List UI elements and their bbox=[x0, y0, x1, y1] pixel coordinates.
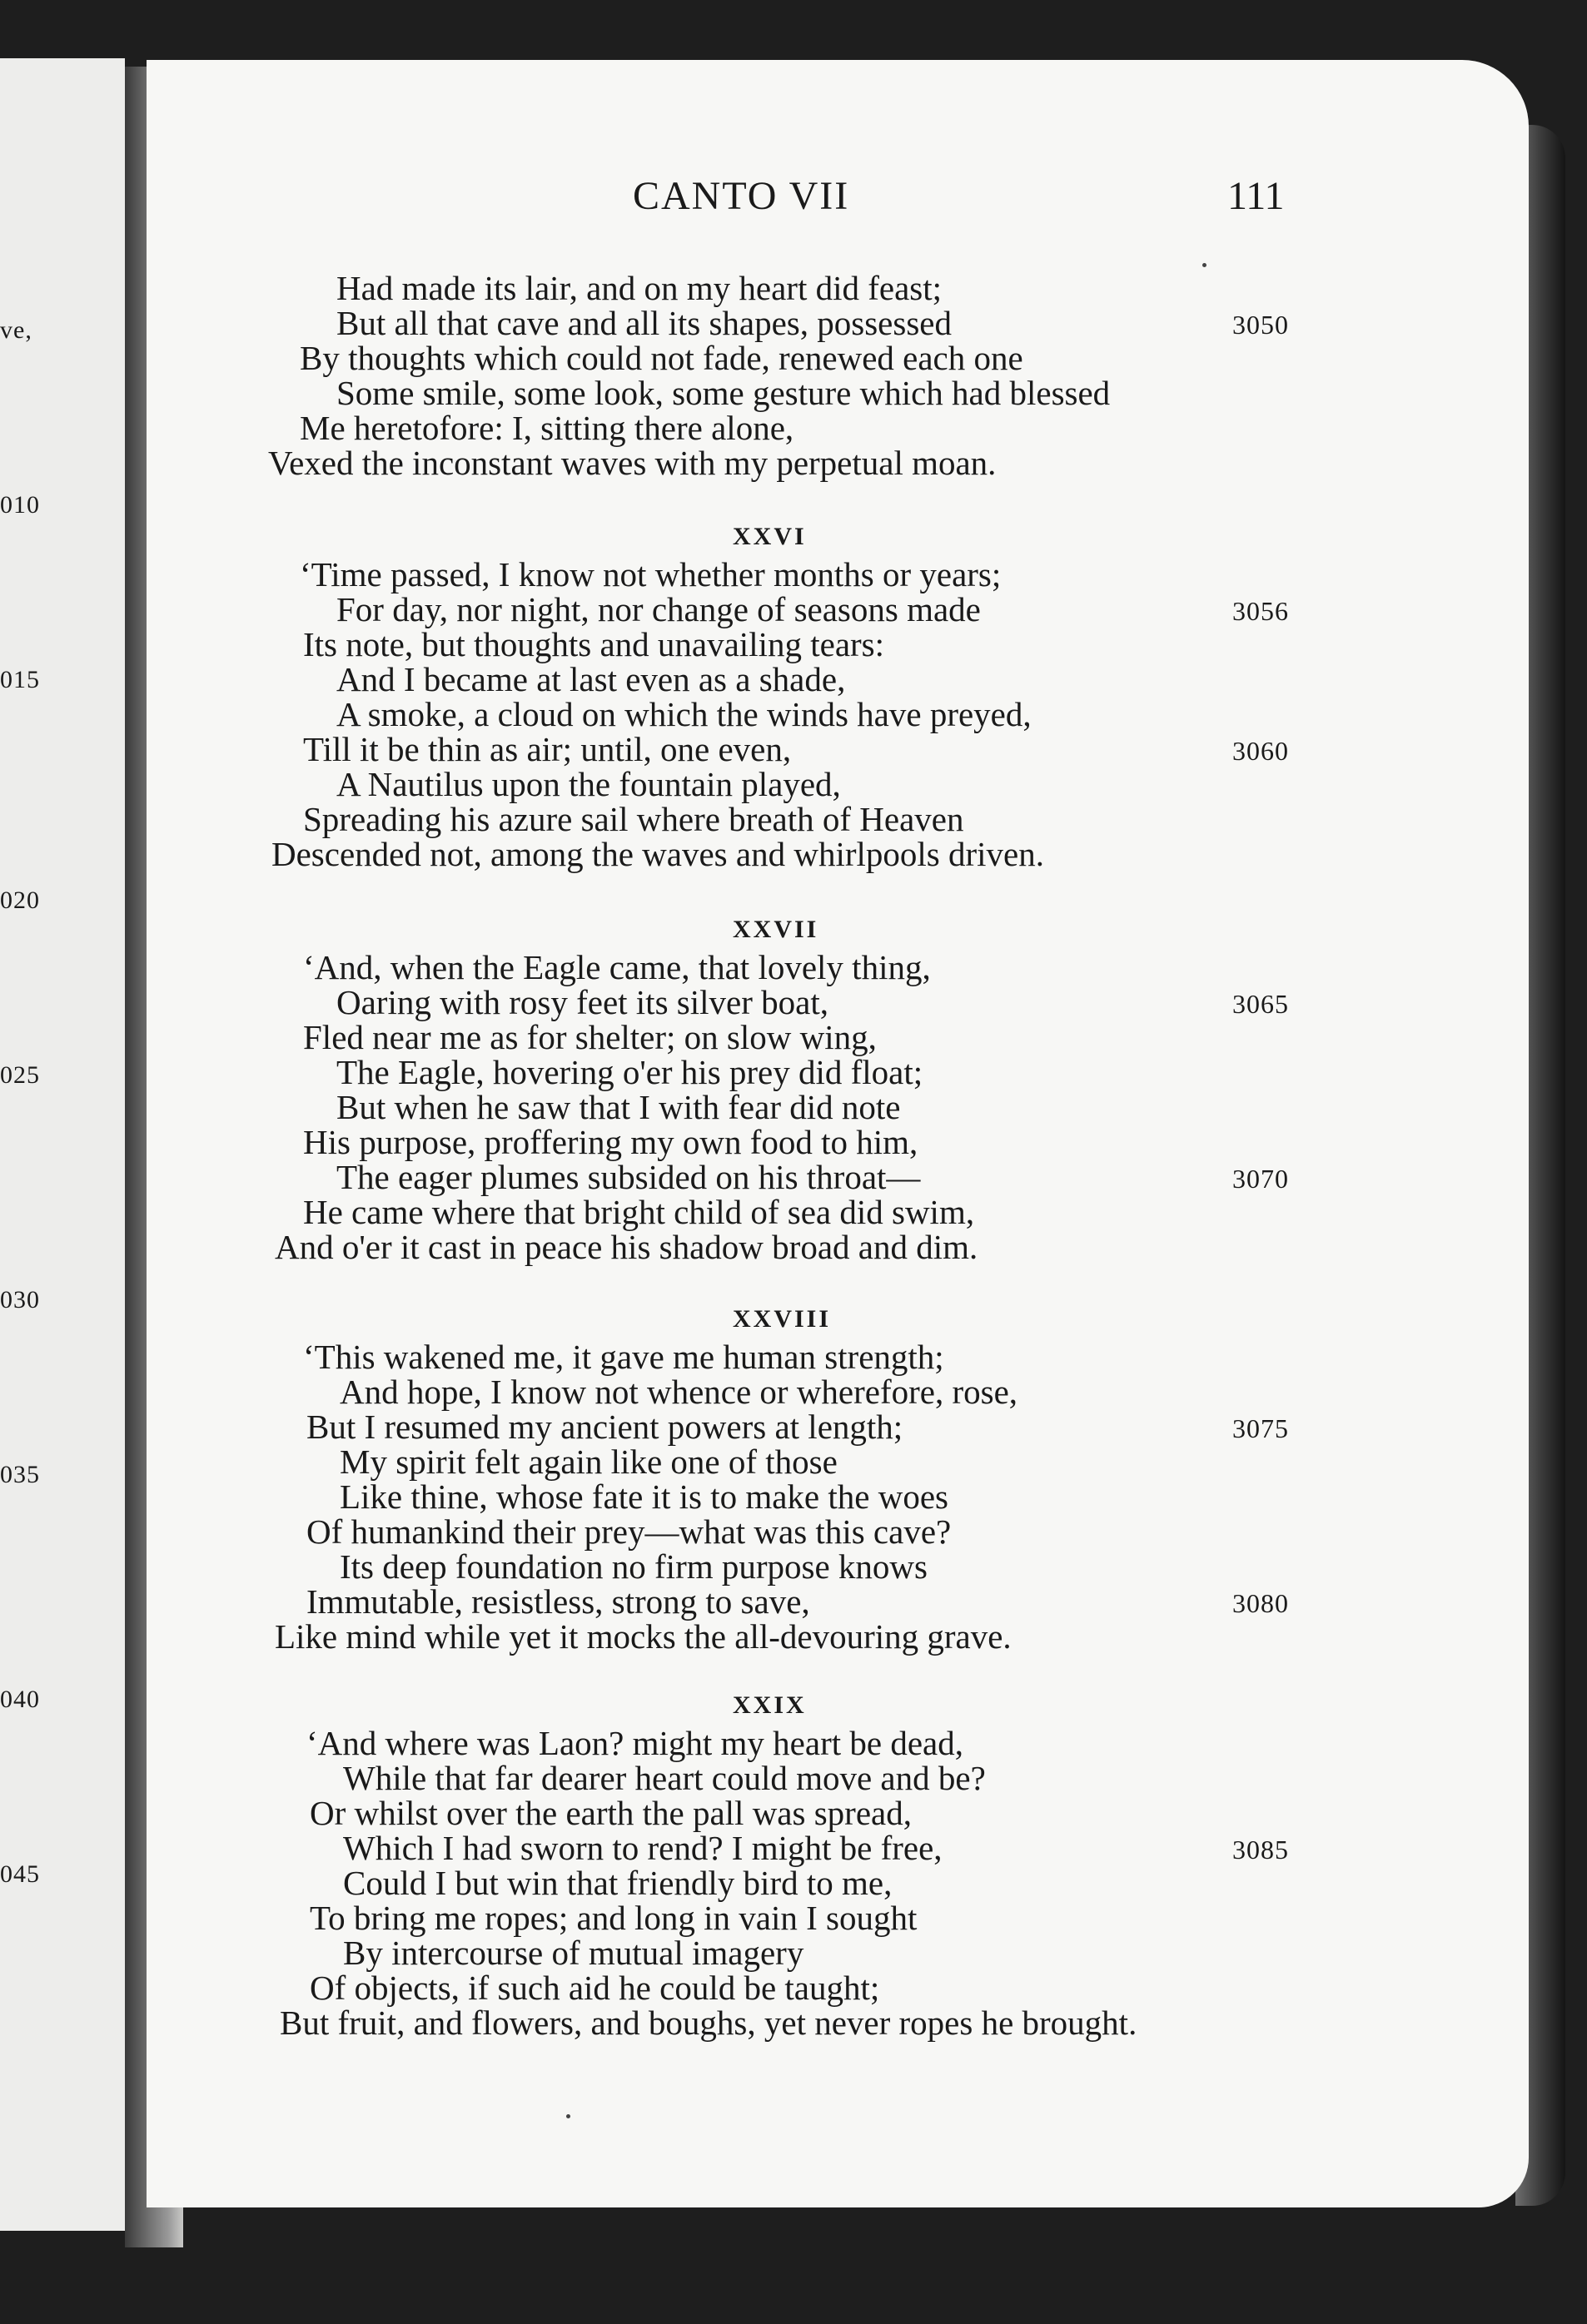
poem-line: The eager plumes subsided on his throat— bbox=[336, 1158, 921, 1196]
previous-page-line-number: 025 bbox=[0, 1061, 40, 1089]
line-number: 3065 bbox=[1232, 989, 1289, 1019]
poem-line: Like mind while yet it mocks the all-devouring grave. bbox=[275, 1617, 1012, 1656]
poem-line: Vexed the inconstant waves with my perpetual moan. bbox=[268, 444, 997, 482]
poem-line: ‘Time passed, I know not whether months or years; bbox=[300, 555, 1002, 593]
poem-line: Could I but win that friendly bird to me, bbox=[343, 1864, 893, 1902]
poem-line: And o'er it cast in peace his shadow broad and dim. bbox=[275, 1228, 978, 1266]
previous-page-line-number: 020 bbox=[0, 886, 40, 914]
poem-line: Which I had sworn to rend? I might be free, bbox=[343, 1829, 943, 1867]
line-number: 3075 bbox=[1232, 1413, 1289, 1443]
previous-page-line-number: 035 bbox=[0, 1461, 40, 1488]
previous-page-edge bbox=[0, 58, 125, 2231]
poem-line: Some smile, some look, some gesture which had blessed bbox=[336, 374, 1111, 412]
previous-page-line-number: 040 bbox=[0, 1686, 40, 1713]
poem-line: Had made its lair, and on my heart did feast; bbox=[336, 269, 943, 307]
stanza-number: XXVIII bbox=[733, 1305, 832, 1333]
print-speck bbox=[1202, 263, 1206, 267]
line-number: 3080 bbox=[1232, 1588, 1289, 1618]
poem-line: By thoughts which could not fade, renewed each one bbox=[300, 339, 1023, 377]
poem-line: And I became at last even as a shade, bbox=[336, 660, 846, 698]
previous-page-line-number: 010 bbox=[0, 491, 40, 519]
line-number: 3085 bbox=[1232, 1835, 1289, 1865]
stanza-number: XXVII bbox=[733, 916, 819, 943]
poem-line: A Nautilus upon the fountain played, bbox=[336, 765, 841, 803]
line-number: 3070 bbox=[1232, 1164, 1289, 1194]
poem-line: Me heretofore: I, sitting there alone, bbox=[300, 409, 794, 447]
previous-page-line-number: 045 bbox=[0, 1860, 40, 1888]
poem-line: Or whilst over the earth the pall was spread, bbox=[310, 1794, 912, 1832]
poem-line: Fled near me as for shelter; on slow wing, bbox=[303, 1018, 877, 1056]
previous-page-line-number: 015 bbox=[0, 666, 40, 693]
poem-line: For day, nor night, nor change of seasons made bbox=[336, 590, 981, 628]
poem-line: Till it be thin as air; until, one even, bbox=[303, 730, 792, 768]
poem-line: While that far dearer heart could move and be? bbox=[343, 1759, 986, 1797]
poem-line: A smoke, a cloud on which the winds have preyed, bbox=[336, 695, 1032, 733]
stanza-number: XXVI bbox=[733, 523, 807, 550]
poem-line: His purpose, proffering my own food to him, bbox=[303, 1123, 918, 1161]
poem-line: But all that cave and all its shapes, possessed bbox=[336, 304, 952, 342]
poem-line: The Eagle, hovering o'er his prey did float; bbox=[336, 1053, 923, 1091]
poem-line: Oaring with rosy feet its silver boat, bbox=[336, 983, 828, 1021]
poem-line: But when he saw that I with fear did note bbox=[336, 1088, 901, 1126]
line-number: 3050 bbox=[1232, 310, 1289, 340]
print-speck bbox=[566, 2114, 570, 2118]
poem-line: By intercourse of mutual imagery bbox=[343, 1934, 804, 1972]
running-head: CANTO VII bbox=[633, 174, 850, 218]
poem-line: Its note, but thoughts and unavailing tears: bbox=[303, 625, 885, 663]
poem-line: And hope, I know not whence or wherefore, rose, bbox=[340, 1373, 1018, 1411]
previous-page-line-number: 030 bbox=[0, 1286, 40, 1313]
poem-line: But I resumed my ancient powers at length; bbox=[306, 1408, 903, 1446]
page-number: 111 bbox=[1227, 174, 1285, 218]
poem-line: Spreading his azure sail where breath of Heaven bbox=[303, 800, 964, 838]
previous-page-fragment: ve, bbox=[0, 316, 32, 344]
poem-line: He came where that bright child of sea did swim, bbox=[303, 1193, 975, 1231]
poem-line: ‘And where was Laon? might my heart be dead, bbox=[306, 1724, 963, 1762]
poem-line: My spirit felt again like one of those bbox=[340, 1443, 838, 1481]
stanza-number: XXIX bbox=[733, 1691, 807, 1719]
poem-line: Of objects, if such aid he could be taught; bbox=[310, 1969, 880, 2007]
poem-line: But fruit, and flowers, and boughs, yet never ropes he brought. bbox=[280, 2004, 1137, 2042]
line-number: 3056 bbox=[1232, 596, 1289, 626]
poem-line: Descended not, among the waves and whirlpools driven. bbox=[271, 835, 1044, 873]
poem-line: ‘This wakened me, it gave me human strength; bbox=[303, 1338, 944, 1376]
poem-line: Its deep foundation no firm purpose knows bbox=[340, 1547, 928, 1586]
poem-line: To bring me ropes; and long in vain I sought bbox=[310, 1899, 918, 1937]
poem-line: ‘And, when the Eagle came, that lovely thing, bbox=[303, 948, 931, 986]
line-number: 3060 bbox=[1232, 736, 1289, 766]
poem-line: Of humankind their prey—what was this cave? bbox=[306, 1512, 952, 1551]
poem-line: Immutable, resistless, strong to save, bbox=[306, 1582, 810, 1621]
poem-line: Like thine, whose fate it is to make the woes bbox=[340, 1477, 948, 1516]
